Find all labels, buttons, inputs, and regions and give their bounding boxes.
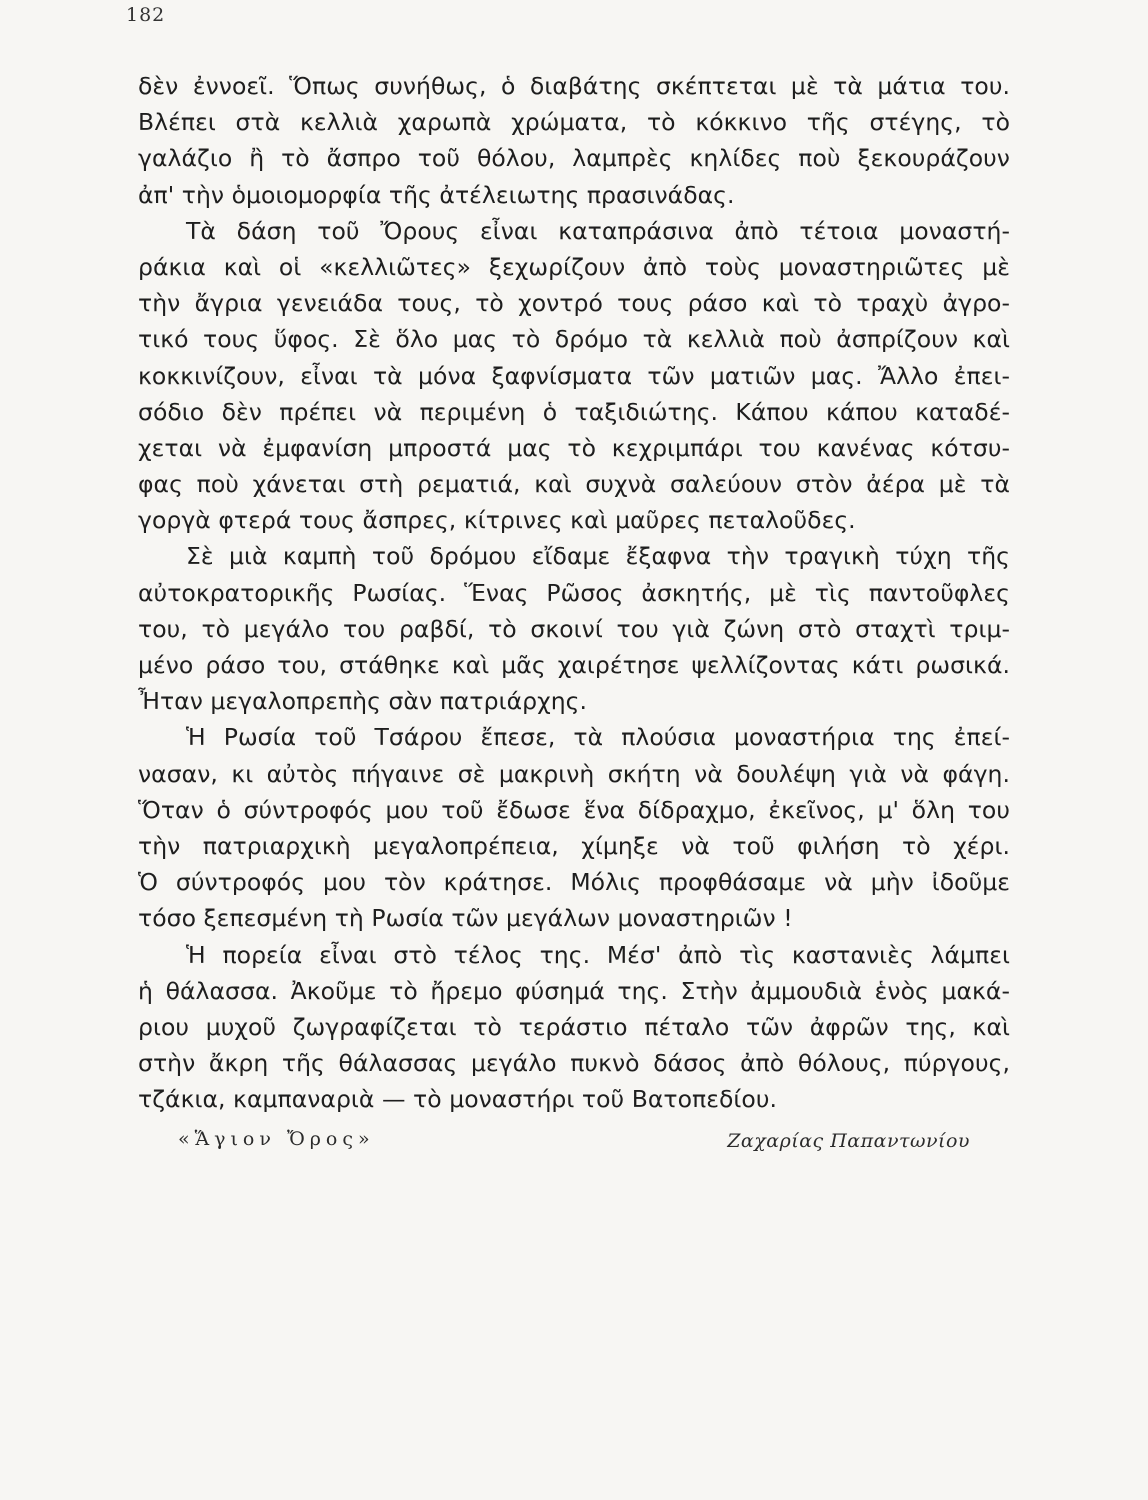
text-line: δὲν ἐννοεῖ. Ὅπως συνήθως, ὁ διαβάτης σκέπτεται μὲ τὰ μάτια του. (138, 72, 1010, 100)
text-line: Σὲ μιὰ καμπὴ τοῦ δρόμου εἴδαμε ἔξαφνα τὴν τραγικὴ τύχη τῆς (186, 542, 1010, 571)
text-line: ράκια καὶ οἱ «κελλιῶτες» ξεχωρίζουν ἀπὸ τοὺς μοναστηριῶτες μὲ (138, 252, 1010, 281)
text-line: χεται νὰ ἐμφανίση μπροστά μας τὸ κεχριμπάρι του κανένας κότσυ- (138, 433, 1010, 462)
text-line: τζάκια, καμπαναριὰ — τὸ μοναστήρι τοῦ Βατοπεδίου. (138, 1085, 778, 1114)
text-line: του, τὸ μεγάλο του ραβδί, τὸ σκοινί του γιὰ ζώνη στὸ σταχτὶ τριμ- (138, 614, 1010, 643)
text-line: Ἡ πορεία εἶναι στὸ τέλος της. Μέσ' ἀπὸ τὶς καστανιὲς λάμπει (186, 940, 1010, 969)
text-line: Ἡ Ρωσία τοῦ Τσάρου ἔπεσε, τὰ πλούσια μοναστήρια της ἐπεί- (186, 723, 1010, 752)
source-title: «Ἅγιον Ὄρος» (178, 1128, 375, 1150)
text-line: Βλέπει στὰ κελλιὰ χαρωπὰ χρώματα, τὸ κόκκινο τῆς στέγης, τὸ (138, 108, 1010, 137)
text-line: σόδιο δὲν πρέπει νὰ περιμένη ὁ ταξιδιώτης. Κάπου κάπου καταδέ- (138, 397, 1010, 426)
text-line: στὴν ἄκρη τῆς θάλασσας μεγάλο πυκνὸ δάσος ἀπὸ θόλους, πύργους, (138, 1049, 1010, 1078)
text-line: Τὰ δάση τοῦ Ὄρους εἶναι καταπράσινα ἀπὸ τέτοια μοναστή- (186, 216, 1010, 245)
text-line: κοκκινίζουν, εἶναι τὰ μόνα ξαφνίσματα τῶν ματιῶν μας. Ἄλλο ἐπει- (138, 361, 1010, 390)
text-line: μένο ράσο του, στάθηκε καὶ μᾶς χαιρέτησε ψελλίζοντας κάτι ρωσικά. (138, 651, 1010, 679)
text-line: ἀπ' τὴν ὁμοιομορφία τῆς ἀτέλειωτης πρασινάδας. (138, 180, 735, 209)
text-line: γαλάζιο ἢ τὸ ἄσπρο τοῦ θόλου, λαμπρὲς κηλίδες ποὺ ξεκουράζουν (138, 144, 1010, 173)
text-line: τὴν πατριαρχικὴ μεγαλοπρέπεια, χίμηξε νὰ τοῦ φιλήση τὸ χέρι. (138, 831, 1010, 860)
text-line: τικό τους ὕφος. Σὲ ὅλο μας τὸ δρόμο τὰ κελλιὰ ποὺ ἀσπρίζουν καὶ (138, 325, 1010, 354)
text-line: τόσο ξεπεσμένη τὴ Ρωσία τῶν μεγάλων μοναστηριῶν ! (138, 904, 793, 933)
text-line: γοργὰ φτερά τους ἄσπρες, κίτρινες καὶ μαῦρες πεταλοῦδες. (138, 506, 856, 535)
body-text (138, 68, 1010, 1117)
page-number: 182 (126, 4, 166, 26)
text-line: νασαν, κι αὐτὸς πήγαινε σὲ μακρινὴ σκήτη νὰ δουλέψη γιὰ νὰ φάγη. (138, 759, 1010, 788)
attribution (178, 1128, 970, 1162)
text-line: Ὅταν ὁ σύντροφός μου τοῦ ἔδωσε ἕνα δίδραχμο, ἐκεῖνος, μ' ὅλη του (138, 795, 1010, 824)
text-line: τὴν ἄγρια γενειάδα τους, τὸ χοντρό τους ράσο καὶ τὸ τραχὺ ἀγρο- (138, 289, 1010, 318)
text-line: αὐτοκρατορικῆς Ρωσίας. Ἕνας Ρῶσος ἀσκητής, μὲ τὶς παντοῦφλες (138, 578, 1010, 607)
author-name: Ζαχαρίας Παπαντωνίου (727, 1130, 970, 1152)
text-line: ριου μυχοῦ ζωγραφίζεται τὸ τεράστιο πέταλο τῶν ἀφρῶν της, καὶ (138, 1012, 1010, 1041)
text-line: φας ποὺ χάνεται στὴ ρεματιά, καὶ συχνὰ σαλεύουν στὸν ἀέρα μὲ τὰ (138, 470, 1010, 499)
text-line: Ἦταν μεγαλοπρεπὴς σὰν πατριάρχης. (138, 687, 588, 716)
text-line: ἡ θάλασσα. Ἀκοῦμε τὸ ἤρεμο φύσημά της. Στὴν ἀμμουδιὰ ἑνὸς μακά- (138, 976, 1010, 1005)
text-line: Ὁ σύντροφός μου τὸν κράτησε. Μόλις προφθάσαμε νὰ μὴν ἰδοῦμε (138, 868, 1010, 897)
